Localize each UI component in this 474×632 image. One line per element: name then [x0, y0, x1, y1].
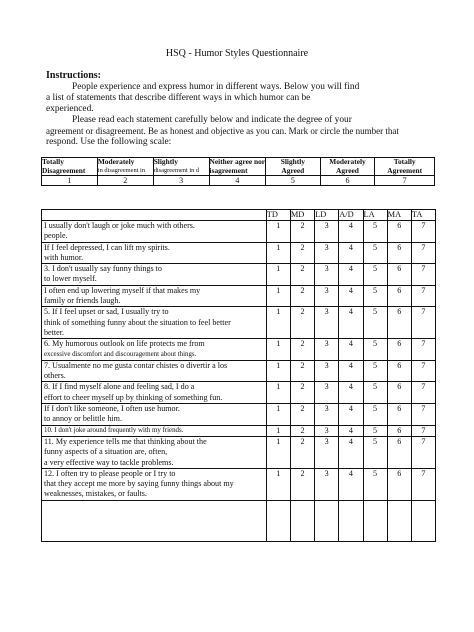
rating-option[interactable]: 1 [266, 425, 290, 436]
item-statement [42, 221, 267, 243]
rating-option[interactable]: 1 [266, 360, 290, 382]
rating-option[interactable]: 7 [411, 264, 435, 286]
rating-option[interactable]: 4 [339, 425, 363, 436]
rating-option[interactable]: 6 [387, 360, 411, 382]
item-statement-line: weaknesses, mistakes, or faults. [44, 489, 147, 499]
item-statement-line: 10. I don't joke around frequently with my friends. [44, 426, 184, 434]
instructions-line: People experience and express humor in different ways. Below you will find [72, 82, 360, 92]
rating-option[interactable]: 2 [290, 360, 314, 382]
column-header-ld: LD [315, 210, 339, 221]
table-row [42, 382, 436, 404]
table-row [42, 264, 436, 286]
rating-option[interactable]: 3 [315, 382, 339, 404]
rating-option[interactable]: 5 [363, 221, 387, 243]
item-statement [42, 339, 267, 361]
rating-option[interactable]: 2 [290, 242, 314, 264]
item-statement-line: think of something funny about the situation to feel better [44, 317, 231, 327]
rating-option[interactable]: 1 [266, 382, 290, 404]
rating-option[interactable]: 2 [290, 264, 314, 286]
scale-number: 4 [209, 176, 266, 186]
empty-rating-cell [266, 500, 290, 541]
item-statement-line: family or friends laugh. [44, 296, 121, 306]
item-statement-line: 3. I don't usually say funny things to [44, 264, 162, 274]
document-title: HSQ - Humor Styles Questionnaire [165, 48, 309, 59]
rating-option[interactable]: 5 [363, 307, 387, 339]
item-statement [42, 404, 267, 426]
rating-option[interactable]: 6 [387, 404, 411, 426]
rating-option[interactable]: 7 [411, 425, 435, 436]
item-statement-line: 7. Usualmente no me gusta contar chistes o divertir a los [44, 360, 228, 370]
rating-option[interactable]: 6 [387, 285, 411, 307]
item-statement-line: If I don't like someone, I often use humor. [44, 404, 180, 414]
rating-option[interactable]: 3 [315, 339, 339, 361]
scale-number: 3 [153, 176, 209, 186]
empty-rating-cell [290, 500, 314, 541]
rating-option[interactable]: 7 [411, 468, 435, 500]
column-header-ta: TA [411, 210, 435, 221]
rating-option[interactable]: 5 [363, 242, 387, 264]
item-statement-line: to annoy or belittle him. [44, 414, 123, 424]
rating-option[interactable]: 7 [411, 436, 435, 468]
item-statement-line: a very effective way to tackle problems. [44, 457, 174, 467]
empty-rating-cell [411, 500, 435, 541]
rating-option[interactable]: 6 [387, 242, 411, 264]
scale-label: Slightly Agreed [266, 158, 321, 176]
column-header-md: MD [290, 210, 314, 221]
rating-option[interactable]: 6 [387, 221, 411, 243]
rating-option[interactable]: 2 [290, 221, 314, 243]
rating-option[interactable]: 7 [411, 360, 435, 382]
scale-label: Totally Disagreement [42, 158, 98, 176]
item-statement-line: better. [44, 327, 65, 337]
rating-option[interactable]: 2 [290, 425, 314, 436]
rating-option[interactable]: 7 [411, 339, 435, 361]
rating-option[interactable]: 4 [339, 264, 363, 286]
item-statement-line: 12. I often try to please people or I try to [44, 468, 176, 478]
item-statement-line: that they accept me more by saying funny things about my [44, 479, 234, 489]
instructions-line: Please read each statement carefully below and indicate the degree of your [72, 115, 352, 125]
rating-option[interactable]: 7 [411, 242, 435, 264]
rating-option[interactable]: 6 [387, 425, 411, 436]
rating-option[interactable]: 2 [290, 468, 314, 500]
item-statement-line: excessive discomfort and discouragement about things. [44, 350, 197, 358]
table-row [42, 425, 436, 436]
table-row [42, 339, 436, 361]
rating-option[interactable]: 6 [387, 436, 411, 468]
scale-number: 5 [266, 176, 321, 186]
rating-option[interactable]: 3 [315, 468, 339, 500]
rating-option[interactable]: 4 [339, 307, 363, 339]
rating-option[interactable]: 3 [315, 242, 339, 264]
rating-option[interactable]: 6 [387, 264, 411, 286]
empty-item-cell [42, 500, 267, 541]
rating-option[interactable]: 1 [266, 221, 290, 243]
rating-option[interactable]: 2 [290, 436, 314, 468]
rating-option[interactable]: 3 [315, 285, 339, 307]
rating-option[interactable]: 5 [363, 382, 387, 404]
instructions-line: a list of statements that describe different ways in which humor can be [46, 93, 311, 103]
rating-option[interactable]: 3 [315, 404, 339, 426]
rating-option[interactable]: 7 [411, 307, 435, 339]
scale-label: Slightly disagreement in d [153, 158, 209, 176]
item-statement-line: others. [44, 371, 66, 381]
rating-option[interactable]: 6 [387, 307, 411, 339]
table-row [42, 307, 436, 339]
questionnaire-items-table [41, 209, 436, 542]
rating-option[interactable]: 2 [290, 382, 314, 404]
rating-option[interactable]: 5 [363, 425, 387, 436]
empty-rating-cell [339, 500, 363, 541]
rating-option[interactable]: 4 [339, 242, 363, 264]
instructions-heading: Instructions: [46, 70, 102, 81]
rating-option[interactable]: 1 [266, 468, 290, 500]
agreement-scale-table [41, 157, 435, 186]
item-statement [42, 264, 267, 286]
rating-option[interactable]: 2 [290, 339, 314, 361]
rating-option[interactable]: 3 [315, 425, 339, 436]
scale-number: 2 [97, 176, 153, 186]
rating-option[interactable]: 3 [315, 221, 339, 243]
scale-number: 1 [42, 176, 98, 186]
column-header-ma: MA [387, 210, 411, 221]
item-statement [42, 285, 267, 307]
item-statement [42, 436, 267, 468]
item-statement-line: effort to cheer myself up by thinking of something fun. [44, 392, 223, 402]
table-row [42, 285, 436, 307]
rating-option[interactable]: 2 [290, 404, 314, 426]
table-row [42, 468, 436, 500]
item-statement-line: 8. If I find myself alone and feeling sad, I do a [44, 382, 195, 392]
rating-option[interactable]: 1 [266, 404, 290, 426]
scale-label: Neither agree nor isagreement [209, 157, 266, 175]
table-row [42, 242, 436, 264]
item-statement [42, 425, 267, 436]
rating-option[interactable]: 5 [363, 264, 387, 286]
column-header-la: LA [363, 210, 387, 221]
rating-option[interactable]: 4 [339, 221, 363, 243]
rating-option[interactable]: 4 [339, 436, 363, 468]
empty-rating-cell [387, 500, 411, 541]
rating-option[interactable]: 5 [363, 404, 387, 426]
rating-option[interactable]: 4 [339, 404, 363, 426]
item-statement-line: I usually don't laugh or joke much with others. [44, 221, 195, 230]
rating-option[interactable]: 3 [315, 307, 339, 339]
scale-number: 6 [320, 176, 375, 186]
rating-option[interactable]: 1 [266, 307, 290, 339]
item-statement [42, 307, 267, 339]
rating-option[interactable]: 5 [363, 360, 387, 382]
item-statement [42, 360, 267, 382]
empty-rating-cell [363, 500, 387, 541]
rating-option[interactable]: 4 [339, 468, 363, 500]
rating-option[interactable]: 4 [339, 382, 363, 404]
item-statement-line: to lower myself. [44, 274, 97, 284]
rating-option[interactable]: 7 [411, 382, 435, 404]
rating-option[interactable]: 5 [363, 285, 387, 307]
rating-option[interactable]: 4 [339, 285, 363, 307]
rating-option[interactable]: 6 [387, 382, 411, 404]
item-statement [42, 382, 267, 404]
rating-option[interactable]: 1 [266, 242, 290, 264]
rating-option[interactable]: 2 [290, 307, 314, 339]
instructions-line: experienced. [46, 104, 94, 114]
scale-label: Moderately in disagreement in [97, 158, 153, 176]
rating-option[interactable]: 7 [411, 285, 435, 307]
empty-rating-cell [315, 500, 339, 541]
column-header-td: TD [266, 210, 290, 221]
item-statement-line: 5. If I feel upset or sad, I usually try to [44, 307, 169, 317]
item-statement [42, 242, 267, 264]
item-statement-line: 11. My experience tells me that thinking about the [44, 436, 207, 446]
rating-option[interactable]: 1 [266, 264, 290, 286]
instructions-line: agreement or disagreement. Be as honest and objective as you can. Mark or circle the number that [46, 126, 399, 136]
rating-option[interactable]: 6 [387, 468, 411, 500]
rating-option[interactable]: 1 [266, 285, 290, 307]
rating-option[interactable]: 5 [363, 436, 387, 468]
rating-option[interactable]: 7 [411, 221, 435, 243]
rating-option[interactable]: 3 [315, 360, 339, 382]
instructions-line: respond. Use the following scale: [46, 137, 172, 147]
rating-option[interactable]: 5 [363, 339, 387, 361]
item-statement-line: people. [44, 231, 68, 241]
rating-option[interactable]: 1 [266, 436, 290, 468]
rating-option[interactable]: 5 [363, 468, 387, 500]
table-row [42, 404, 436, 426]
item-statement [42, 468, 267, 500]
table-row [42, 436, 436, 468]
rating-option[interactable]: 3 [315, 264, 339, 286]
column-header-a-d: A/D [339, 210, 363, 221]
item-statement-line: with humor. [44, 252, 84, 262]
rating-option[interactable]: 1 [266, 339, 290, 361]
item-statement-line: If I feel depressed, I can lift my spirits. [44, 242, 170, 252]
scale-label: Totally Agreement [375, 158, 435, 176]
rating-option[interactable]: 4 [339, 339, 363, 361]
item-statement-line: 6. My humorous outlook on life protects me from [44, 339, 205, 349]
item-statement-line: I often end up lowering myself if that makes my [44, 285, 201, 295]
item-statement-line: funny aspects of a situation are, often, [44, 447, 168, 457]
table-row [42, 360, 436, 382]
rating-option[interactable]: 6 [387, 339, 411, 361]
rating-option[interactable]: 2 [290, 285, 314, 307]
rating-option[interactable]: 7 [411, 404, 435, 426]
scale-number: 7 [375, 176, 435, 186]
rating-option[interactable]: 4 [339, 360, 363, 382]
scale-label: Moderately Agreed [320, 158, 375, 176]
table-row [42, 221, 436, 243]
rating-option[interactable]: 3 [315, 436, 339, 468]
items-header-blank [42, 210, 267, 221]
